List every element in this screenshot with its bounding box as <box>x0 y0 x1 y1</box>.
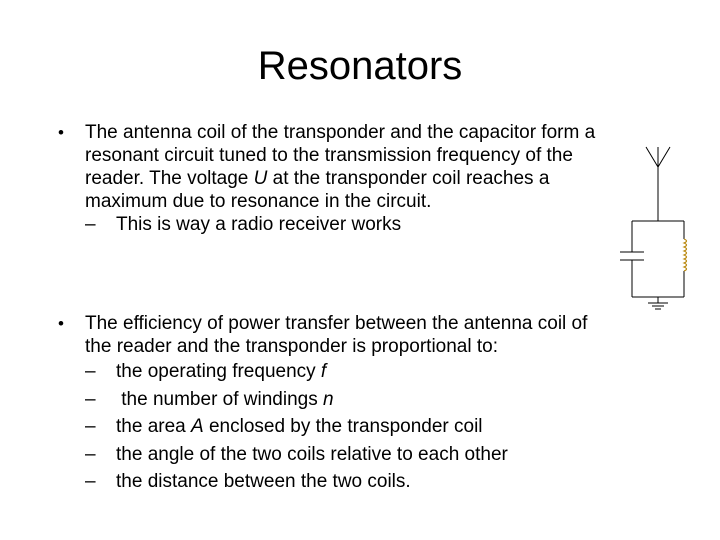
item-text-post: enclosed by the transponder coil <box>203 416 483 437</box>
item-text: the area <box>116 416 191 437</box>
dash-marker: – <box>85 443 96 465</box>
item-text: the distance between the two coils. <box>116 471 411 492</box>
capacitor-icon <box>620 252 644 260</box>
sub-bullet-item <box>58 468 618 496</box>
dash-marker: – <box>85 361 96 382</box>
resonant-circuit-diagram <box>612 135 692 321</box>
bullet-item <box>58 121 618 213</box>
item-text: the operating frequency <box>116 361 321 382</box>
circuit-wires <box>632 167 684 303</box>
sub-bullet-item <box>58 413 618 441</box>
sub-bullet-item <box>58 441 618 469</box>
item-text: the number of windings <box>116 388 324 410</box>
item-text: the angle of the two coils relative to each other <box>116 443 508 465</box>
bullet-text: The efficiency of power transfer between the antenna coil of the reader and the transponder is proportional to: <box>85 313 588 357</box>
variable-u: U <box>253 168 268 189</box>
bullet-item <box>58 312 618 358</box>
inductor-coil-icon <box>684 239 687 271</box>
dash-marker: – <box>85 471 96 492</box>
dash-marker: – <box>85 214 96 235</box>
bullet-text-tail: at the transponder coil reaches a maximum due to resonance in the circuit. <box>85 168 550 212</box>
bullet-text-lead: The antenna coil of the transponder and the capacitor form a resonant circuit tuned to the transmission frequency of the reader. The voltage <box>85 122 596 189</box>
sub-bullet-text: This is way a radio receiver works <box>116 214 402 235</box>
dash-marker: – <box>85 388 96 410</box>
item-variable: f <box>320 361 327 382</box>
item-variable: A <box>191 416 204 437</box>
sub-bullet-item <box>58 213 618 236</box>
bullet-power-transfer <box>58 312 618 496</box>
ground-icon <box>648 303 668 309</box>
item-variable: n <box>323 388 334 410</box>
sub-bullet-list <box>58 358 618 496</box>
sub-bullet-item <box>58 358 618 386</box>
dash-marker: – <box>85 416 96 437</box>
sub-bullet-item <box>58 386 618 414</box>
antenna-icon <box>646 147 670 167</box>
bullet-dot: • <box>58 123 64 142</box>
bullet-resonant-circuit <box>58 121 618 236</box>
bullet-dot: • <box>58 314 64 333</box>
slide-title: Resonators <box>257 44 463 88</box>
